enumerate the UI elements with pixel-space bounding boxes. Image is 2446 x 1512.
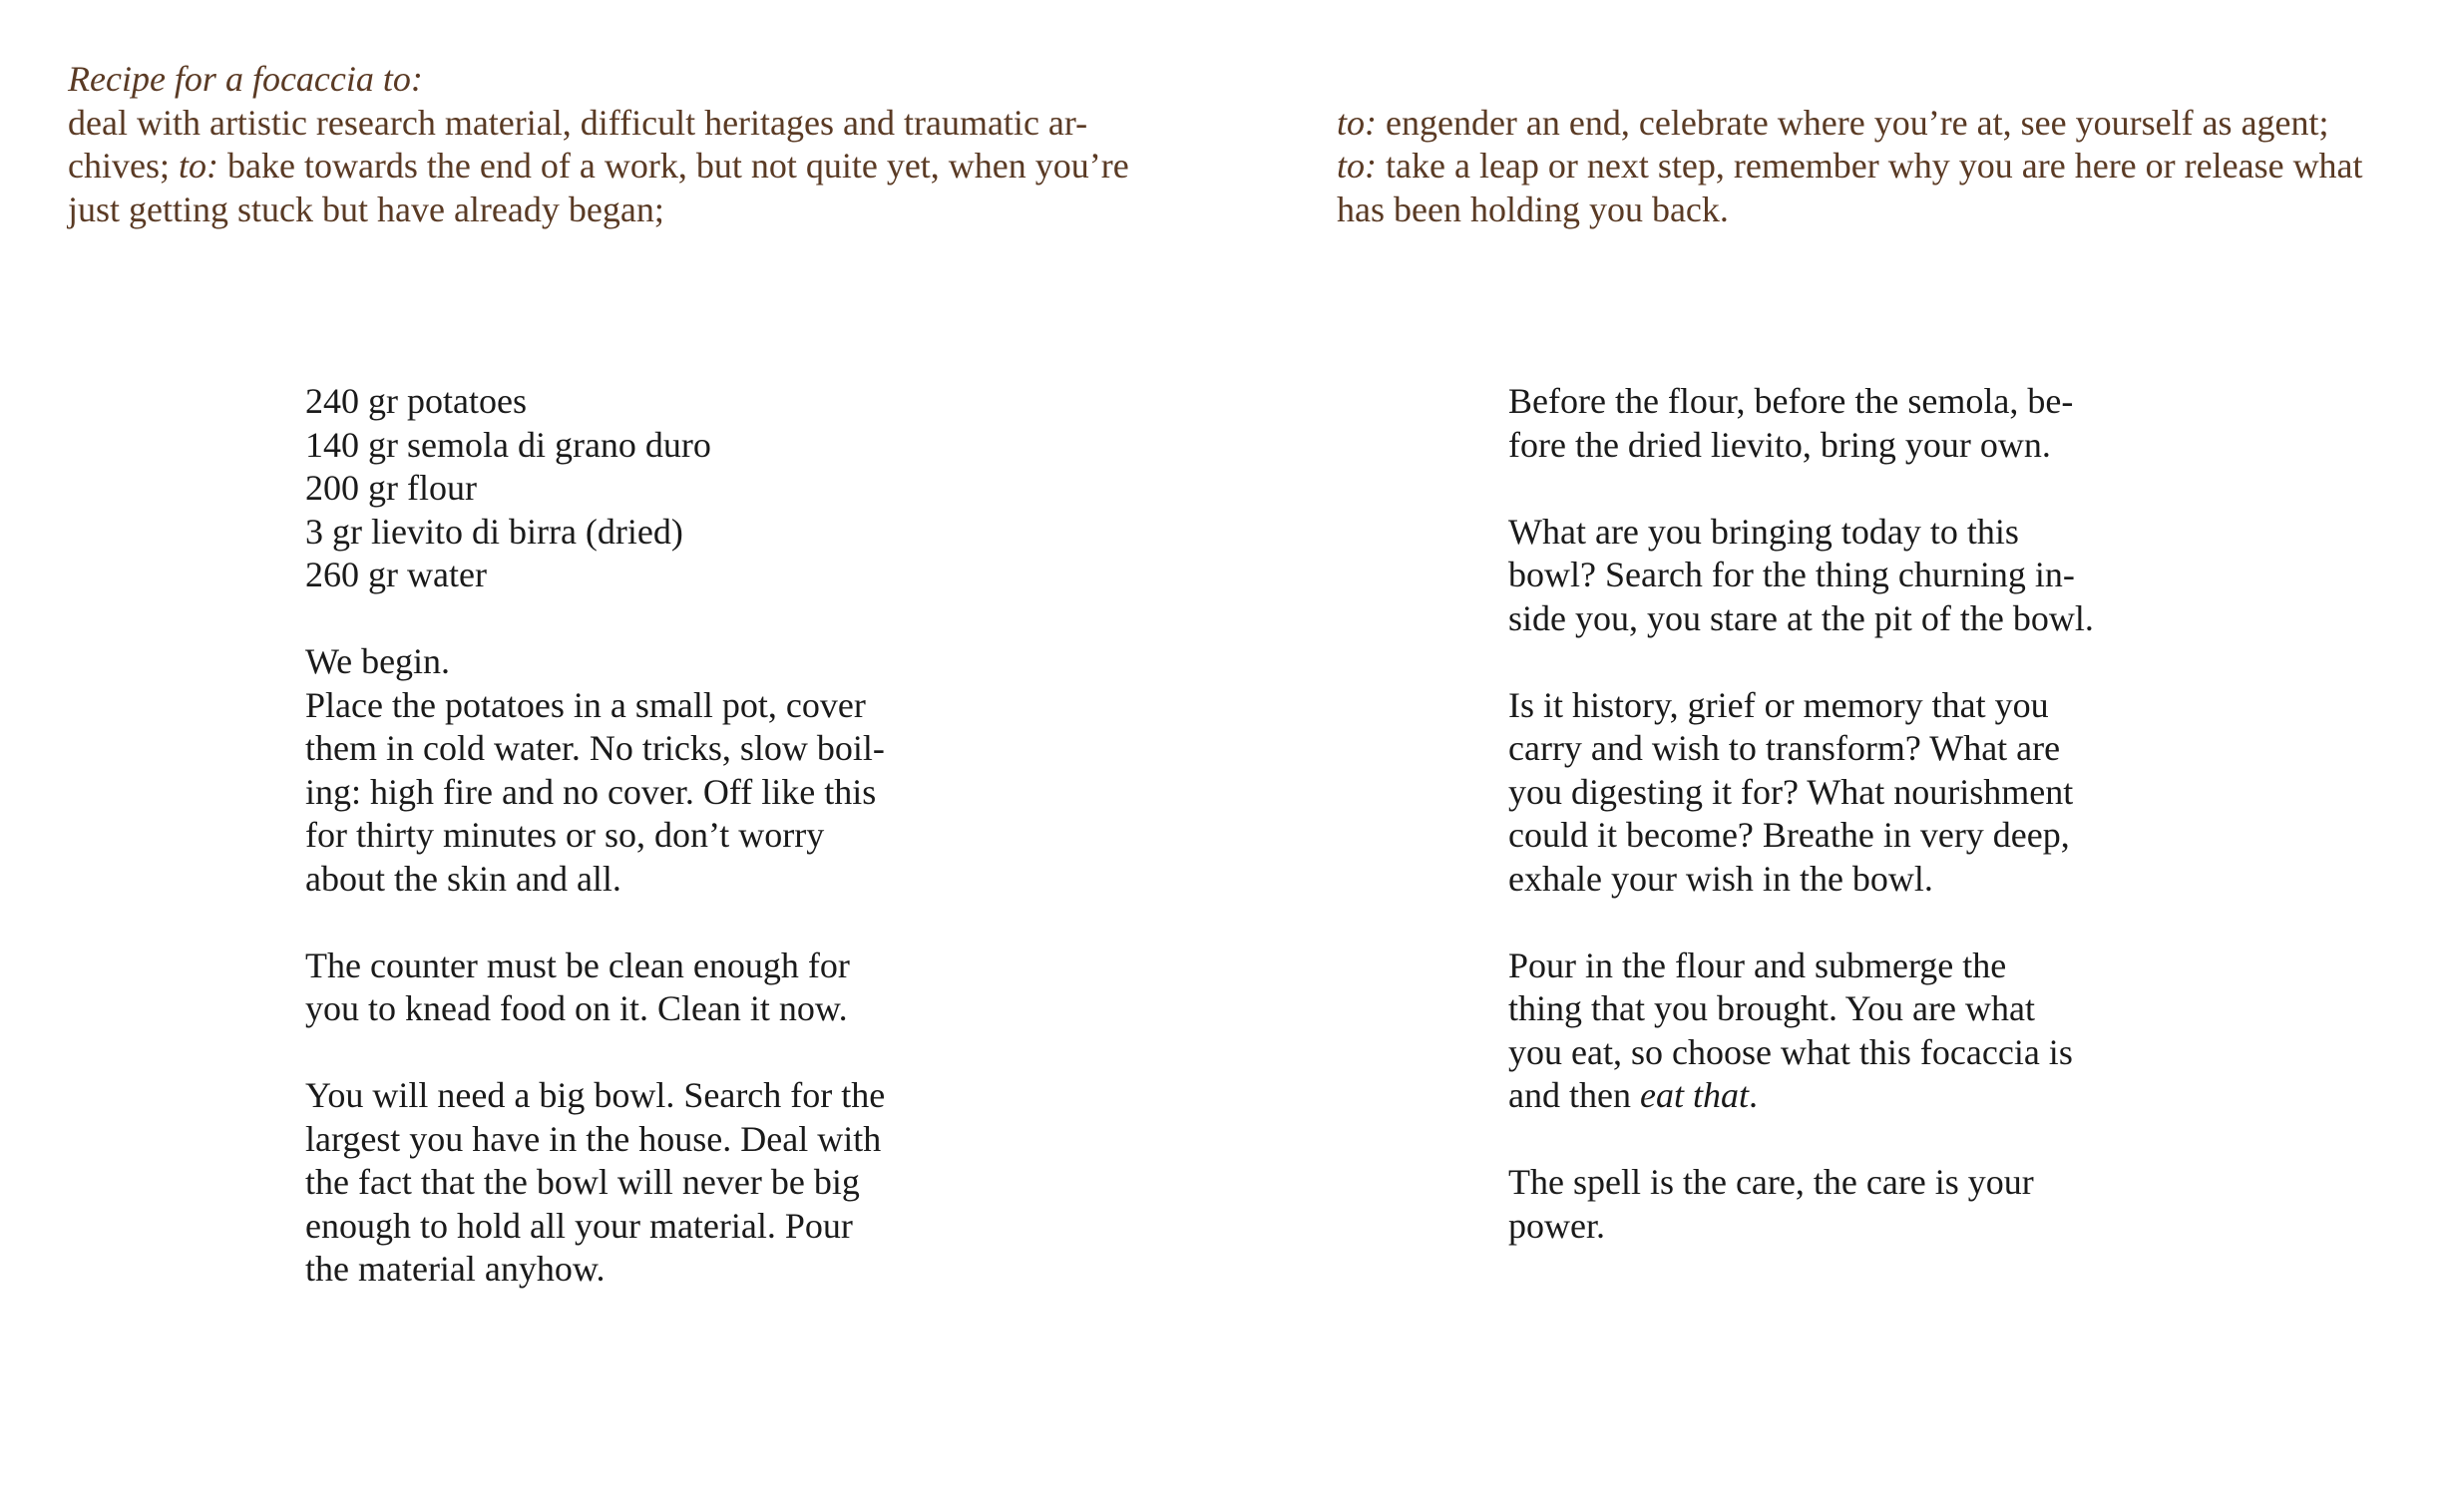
text-line: you digesting it for? What nourishment xyxy=(1508,771,2074,812)
text-line: The counter must be clean enough for xyxy=(305,945,850,985)
paragraph-bowl xyxy=(305,1074,944,1292)
paragraph-what xyxy=(1508,511,2147,641)
text-line: What are you bringing today to this xyxy=(1508,511,2019,552)
intro-right-line-3: has been holding you back. xyxy=(1337,189,1729,229)
paragraph-bring xyxy=(1508,380,2147,467)
text-line: side you, you stare at the pit of the bowl. xyxy=(1508,597,2094,638)
text-line: Place the potatoes in a small pot, cover xyxy=(305,684,866,725)
text-line: them in cold water. No tricks, slow boil- xyxy=(305,728,885,768)
emphasis: eat that xyxy=(1639,1075,1749,1115)
text-line: you eat, so choose what this focaccia is xyxy=(1508,1031,2073,1072)
text-line: thing that you brought. You are what xyxy=(1508,988,2035,1028)
left-column xyxy=(305,380,944,1334)
intro-left xyxy=(68,58,1145,231)
text-line: Pour in the flour and submerge the xyxy=(1508,945,2007,985)
text-line: ing: high fire and no cover. Off like this xyxy=(305,771,877,812)
paragraph-history xyxy=(1508,684,2147,902)
intro-right-line-1: to: engender an end, celebrate where you’re at, see yourself as agent; xyxy=(1337,102,2329,143)
text-line: The spell is the care, the care is your xyxy=(1508,1162,2034,1202)
text-line: enough to hold all your material. Pour xyxy=(305,1205,853,1246)
text-line: You will need a big bowl. Search for the xyxy=(305,1075,886,1115)
text-line: power. xyxy=(1508,1205,1605,1246)
right-column xyxy=(1508,380,2147,1292)
text-line: and then eat that. xyxy=(1508,1075,1758,1115)
intro-right-line-2: to: take a leap or next step, remember why you are here or release what xyxy=(1337,146,2363,186)
text-line: could it become? Breathe in very deep, xyxy=(1508,815,2070,855)
to-marker: to: xyxy=(1337,146,1377,186)
paragraph-spell xyxy=(1508,1161,2147,1248)
intro-left-line-2: chives; to: bake towards the end of a work, but not quite yet, when you’re xyxy=(68,146,1129,186)
text-line: carry and wish to transform? What are xyxy=(1508,728,2061,768)
paragraph-begin xyxy=(305,640,944,901)
text-line: Before the flour, before the semola, be- xyxy=(1508,381,2074,421)
text-line: largest you have in the house. Deal with xyxy=(305,1118,882,1159)
text-line: about the skin and all. xyxy=(305,858,621,899)
to-marker: to: xyxy=(178,146,218,186)
text-line: Is it history, grief or memory that you xyxy=(1508,684,2049,725)
text-line: exhale your wish in the bowl. xyxy=(1508,858,1933,899)
intro-left-line-1: deal with artistic research material, difficult heritages and traumatic ar- xyxy=(68,102,1088,143)
text-line: bowl? Search for the thing churning in- xyxy=(1508,555,2075,594)
paragraph-pour xyxy=(1508,945,2147,1118)
text-line: fore the dried lievito, bring your own. xyxy=(1508,424,2051,465)
ingredient: 240 gr potatoes xyxy=(305,381,527,421)
to-marker: to: xyxy=(1337,102,1377,143)
ingredient: 200 gr flour xyxy=(305,468,477,508)
text-line: for thirty minutes or so, don’t worry xyxy=(305,815,825,855)
text-line: the fact that the bowl will never be big xyxy=(305,1162,860,1202)
ingredient: 140 gr semola di grano duro xyxy=(305,424,711,465)
recipe-title: Recipe for a focaccia to: xyxy=(68,59,423,99)
text-line: you to knead food on it. Clean it now. xyxy=(305,988,848,1028)
text-line: We begin. xyxy=(305,641,451,681)
intro-right xyxy=(1337,58,2394,231)
ingredients-list xyxy=(305,380,944,597)
ingredient: 3 gr lievito di birra (dried) xyxy=(305,511,683,552)
intro-left-line-3: just getting stuck but have already began; xyxy=(68,189,664,229)
text-line: the material anyhow. xyxy=(305,1249,606,1289)
ingredient: 260 gr water xyxy=(305,555,487,594)
paragraph-counter xyxy=(305,945,944,1031)
